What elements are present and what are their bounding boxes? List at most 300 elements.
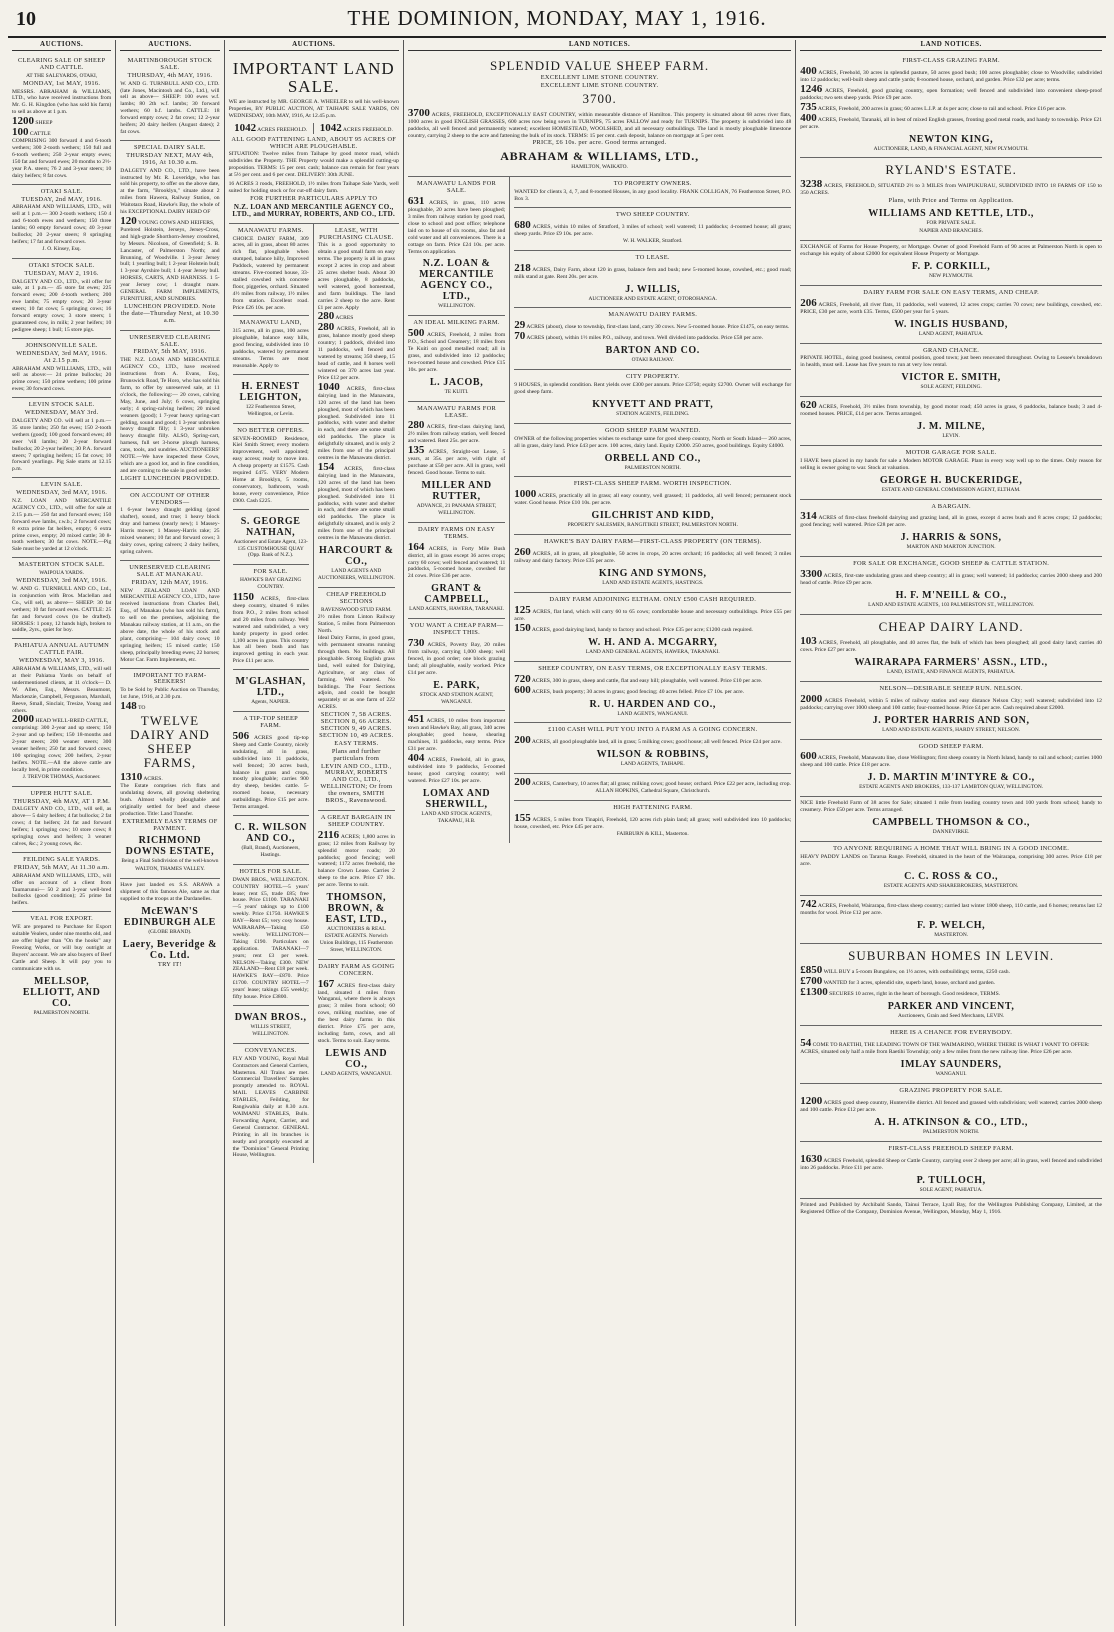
acreage-text: CATTLE	[29, 131, 51, 138]
advertisement	[233, 224, 309, 317]
ad-body	[800, 899, 1102, 917]
acreage-line	[120, 216, 219, 227]
ad-body-text: ACRES, Freehold, all in grass, subdivided into 9 paddocks, 5-roomed house; good carrying country; well watered. Price £27 10s. per acre.	[407, 757, 506, 784]
ad-body-text: ACRES, Freehold, 30 acres in splendid pasture, 50 acres good bush; 100 acres ploughable; close to Woodville; subdivided into 12 paddocks; well-built sheep and cattle yards; 8-roomed house, orchard, and garden. Price £32 per acre; terms.	[800, 69, 1102, 83]
ad-heading: MARTINBOROUGH STOCK SALE.	[127, 56, 213, 71]
ad-heading: CITY PROPERTY.	[625, 373, 680, 381]
ad-body	[800, 400, 1102, 418]
ad-body-text: ACRES, Freehold, 3½ miles from township, by good motor road; 450 acres in grass, 6 paddocks, balance bush; 3 and 4-roomed houses. PRICE, £14 per acre. Terms arranged.	[800, 404, 1102, 418]
ad-body	[514, 320, 791, 331]
advertisement	[233, 1044, 309, 1164]
ad-body-text: WILL BUY a 5-room Bungalow, on 1½ acres, with outbuildings; terms, £250 cash.	[823, 969, 1011, 976]
ad-date: WEDNESDAY, MAY 3, 1916.	[18, 657, 105, 665]
acreage-number: 1246	[800, 82, 823, 95]
advertiser-name: LOMAX AND SHERWILL,	[422, 787, 491, 810]
ad-body	[800, 113, 1102, 131]
advertisement	[800, 1142, 1102, 1200]
ad-body	[514, 331, 791, 342]
ad-body	[514, 813, 791, 831]
acreage-number: 1200	[800, 1094, 823, 1107]
advertiser-name: J. PORTER HARRIS AND SON,	[872, 714, 1030, 726]
advertiser-address: WILLIS STREET, WELLINGTON.	[250, 1024, 291, 1037]
advertiser-address: SOLE AGENT, FEILDING.	[920, 384, 982, 391]
advertisement	[120, 489, 219, 561]
ad-note: LUNCHEON PROVIDED. Note the date—Thursday Next, at 10.30 a.m.	[120, 302, 219, 324]
advertisement	[514, 662, 791, 724]
advertisement	[800, 397, 1102, 446]
ad-body: DALGETY AND CO., LTD., will sell, as above— 5 dairy heifers; 4 fat bullocks; 2 fat cows; 4 fat heifers; 24 fat and forward heifers; 1 springing cow; 10 store cows; 8 springing cows and heifers; 3 weaner calves, &c.; 2 young cows, &c.	[12, 806, 112, 847]
acreage-text: YOUNG COWS AND HEIFERS,	[137, 219, 215, 226]
advertiser-name: GILCHRIST AND KIDD,	[591, 510, 715, 522]
advertiser-name: MILLER AND RUTTER,	[421, 480, 492, 502]
ad-body	[318, 462, 395, 542]
acreage-number: 600	[514, 683, 531, 696]
ad-body-text: WANTED for 3 acres, splendid site, superb land, house, orchard and garden.	[823, 980, 996, 987]
acreage-number: 218	[514, 261, 531, 274]
ad-body: DALGETY AND CO., LTD., will offer for sale, at 1 p.m.— 45 store fat ewes; 225 forward ewes; 200 4-tooth wethers; 200 ewe lambs; 75 empty cows; 20 3-year steers; 10 fat cows; 5 springing cows; 16 forward empty cows; 3 store steers; 1 guaranteed cow, in milk; 2 year heifers; 10 pedigree sheep; 1 bull; 15 store pigs.	[12, 278, 112, 333]
acreage-text: ACRES.	[143, 776, 163, 783]
ad-body-text: ACRES, Straight-out Lease, 5 years, at 35s. per acre, with right of purchase at £50 per acre. All in grass, well fenced. Good house. Terms to suit.	[407, 449, 506, 477]
acreage-number: 1630	[800, 1152, 823, 1165]
ad-body	[800, 694, 1102, 712]
ad-signature: J. TREVOR THOMAS, Auctioneer.	[22, 773, 101, 780]
ad-body-text: ACRES, 5 miles from Tinapiri, Freehold, 120 acres rich plain land; all grass; well subdivided into 10 paddocks; house, cowshed, etc. Price £45 per acre.	[514, 817, 792, 831]
advertiser-name: C. C. ROSS & CO.,	[904, 870, 999, 882]
ad-date: WEDNESDAY, MAY 3rd.	[24, 409, 99, 417]
ad-body-text: ACRES Freehold, within 5 miles of railway station and easy distance Nelson City; well watered; subdivided into 12 paddocks; carrying over 1000 sheep and 100 cattle; four-roomed house. Price £4 per acre. Cash required about £2000.	[800, 697, 1102, 711]
ad-body: 1 6-year heavy draught gelding (good shafter), sound, and true; 1 heavy block dray and harness (nearly new); 1 Massey-Harris mower; 1 Massey-Harris rake; 25 mixed weaners; 10 fat and forward cows; 3 dairy cows, spring calvers; 2 dairy heifers, spring calvers.	[120, 507, 220, 555]
ad-lots: The Estate comprises rich flats and undulating downs, all growing sheltering bush. Almost wholly ploughable and originally settled for beef and cheese production. Title: Land Transfer.	[120, 783, 220, 817]
column-2	[116, 40, 224, 1626]
advertiser-name: L. JACOB,	[429, 376, 484, 388]
ad-body-text: ACRES, Freehold, Wairarapa, first-class sheep country; carried last winter 1800 sheep, 110 cattle, and 6 horses; returns last 12 months for wool. Price £12 per acre.	[800, 902, 1102, 916]
ad-date: WEDNESDAY, 3rd MAY, 1916.	[16, 489, 108, 497]
advertisement	[800, 797, 1102, 842]
advertisement	[12, 639, 111, 786]
advertiser-name: WILSON & ROBBINS,	[596, 749, 709, 761]
ad-lots: Purebred Holstein, Jerseys, Jersey-Cross, and high-grade Shorthorn-Jersey crossbred, by Messrs. Nicolson, of Greenfield; S. B. Lancaster, of Palmerston North; and Brunning, of Woodville. 1 3-year Jersey bull; 1 yearling bull; 1 2-year Holstein bull; 1 3-year Ayrshire bull; 1 4-year Jersey bull. HORSES, CARTS, AND HARNESS. 1 5-year Jersey cow; 1 draught mare. GENERAL FARM IMPLEMENTS, FURNITURE, AND SUNDRIES.	[120, 226, 220, 302]
ad-body	[514, 220, 791, 238]
advertiser-name: VICTOR E. SMITH,	[901, 372, 1001, 384]
advertiser-name: DWAN BROS.,	[234, 1012, 307, 1023]
ad-date: THURSDAY, 4th MAY, 1916.	[127, 71, 213, 79]
ad-heading: SHEEP COUNTRY, ON EASY TERMS, OR EXCEPTIONALLY EASY TERMS.	[538, 664, 768, 672]
column-3	[225, 40, 404, 1626]
ad-date: THURSDAY NEXT, MAY 4th, 1916, At 10.30 a.m.	[126, 151, 214, 166]
advertiser-address: OTAKI RAILWAY.	[631, 357, 674, 364]
ad-body-text: ACRES of first-class freehold dairying and grazing land, all in grass, except 4 acres bush and 8 acres crops; 12 paddocks; good fencing; well watered. Price £28 per acre.	[800, 515, 1102, 529]
ad-body	[514, 674, 791, 685]
ad-body	[800, 1096, 1102, 1114]
ad-body-text: ACRES, 10 miles from important town and Hawke's Bay, all grass, 340 acres ploughable; good house, shearing machines, 11 paddocks, easy terms. Price £31 per acre.	[407, 718, 506, 753]
ad-heading: LEVIN STOCK SALE.	[28, 401, 95, 409]
advertisement	[233, 565, 309, 670]
advertiser-address: LAND AND GENERAL AGENTS, HAWERA, TARANAKI.	[585, 648, 720, 655]
advertiser-name: H. F. M'NEILL & CO.,	[895, 590, 1007, 602]
ad-body	[514, 605, 791, 623]
ad-body-text: ACRES, good dairying land, handy to factory and school. Price £35 per acre; £1200 cash required.	[531, 626, 753, 633]
ad-body-text: ACRES, first-class dairying land, 2½ miles from railway station, well fenced and watered. Rent 25s. per acre.	[407, 424, 506, 445]
ad-body: NICE little Freehold Farm of 38 acres for Sale; situated 1 mile from leading country town and 100 yards from school; handy to creamery. Price £50 per acre. Terms arranged.	[800, 800, 1102, 814]
ad-date: FRIDAY, 12th MAY, 1916.	[131, 578, 209, 586]
ad-signature: FAIRBURN & KILL, Masterton.	[616, 830, 689, 837]
ad-also: 16 ACRES 3 roods, FREEHOLD, 1½ miles from Taihape Sale Yards, well suited for holding stock or for cut-off dairy farm.	[228, 181, 399, 194]
ad-heading: PAHIATUA ANNUAL AUTUMN CATTLE FAIR.	[14, 642, 110, 657]
advertiser-name: ABRAHAM & WILLIAMS, LTD.,	[500, 149, 699, 164]
column-6-ads	[800, 54, 1102, 1220]
ad-heading: FOR SALE OR EXCHANGE, GOOD SHEEP & CATTLE STATION.	[853, 560, 1050, 568]
advertisement	[800, 557, 1102, 615]
ad-body: WANTED for clients 3, 4, 7, and 8-roomed Houses, in any good locality. FRANK COLLIGAN, 76 Featherston Street, P.O. Box 3.	[514, 189, 792, 203]
ad-body: Have just landed ex S.S. ARAWA a shipment of this famous Ale, same as that supplied to the troops at the Dardanelles.	[120, 882, 220, 903]
advertisement	[318, 811, 395, 960]
acreage-text: HEAD WELL-BRED CATTLE,	[35, 718, 109, 725]
ad-heading: HAWKE'S BAY DAIRY FARM—FIRST-CLASS PROPERTY (ON TERMS).	[543, 538, 762, 546]
acreage-number: 1040	[317, 380, 340, 393]
acreage-text: TO	[138, 705, 146, 712]
advertiser-name: LEWIS AND CO.,	[325, 1047, 388, 1070]
ad-body-text: ACRES, all in grass, all ploughable, 50 acres in crops, 20 acres orchard; 16 paddocks; all well fenced; 3 miles railway and dairy factory. Price £35 per acre.	[514, 551, 792, 565]
ad-body-text: ACRES; 1,800 acres in grass; 12 miles from Railway by splendid motor roads; 20 paddocks; good fencing; well watered; 1172 acres freehold, the balance Crown Lease. Carries 2 sheep to the acre. Price £7 10s. per acre. Terms to suit.	[317, 833, 395, 889]
ad-signature: ALLAN HOPKINS, Cathedral Square, Christchurch.	[595, 788, 711, 795]
advertisement	[233, 316, 309, 374]
ad-heading: NELSON—DESIRABLE SHEEP RUN. NELSON.	[879, 684, 1023, 692]
ad-heading: A BARGAIN.	[931, 502, 971, 510]
ad-body: DWAN BROS., WELLINGTON. COUNTRY HOTEL—5 years' lease; rent £5, trade £85; free house. Price £1100. TARANAKI—5 years' takings up to £100 weekly. Price £1750. HAWKE'S BAY—Rent £5; very cosy house. WAIRARAPA—Taking £50 weekly. WELLINGTON—Taking £190. Particulars on application. TARANAKI—7 years; rent £3 per week. NELSON—Taking £300. NEW ZEALAND—Rent £18 per week. HAWKE'S BAY—£870. Price £1700. COUNTRY HOTEL—7 years' lease; takings £55 weekly; fifty house. Price £3800.	[232, 876, 309, 1001]
ad-date: WEDNESDAY, 3rd MAY, 1916.	[16, 577, 108, 585]
acreage-number: 730	[407, 636, 425, 649]
ad-body	[800, 102, 1102, 113]
ad-body: N.Z. LOAN AND MERCANTILE AGENCY CO., LTD., will offer for sale at 2.15 p.m.— 250 fat and forward ewes; 150 forward ewe lambs, r.w.b.; 2 forward cows; 8 extra prime fat heifers, empty; 6 extra prime cows, empty; 20 mixed cattle; 30 8-tooth wethers; 30 fat cows. NOTE.—Pig Sale must be yarded at 12 o'clock.	[12, 498, 112, 553]
advertisement	[233, 510, 309, 566]
advertiser-name: W. H. AND A. MCGARRY,	[588, 636, 718, 648]
advertiser-address: LAND AND ESTATE AGENTS, HARDY STREET, NELSON.	[882, 726, 1021, 733]
ad-body: Ideal Dairy Farms, in good grass, with permanent streams running through them. No buildings. All ploughable. Strong English grass land, well suited for Dairying, Agriculture, or any class of farming. Well watered. No buildings. The Four Sections adjoin, and could be bought separately or as one farm of 222 ACRES.	[317, 635, 395, 711]
ad-lots: COMPRISING 300 forward 4 and 6-tooth wethers; 300 2-tooth wethers; 150 full and 6-tooth wethers; 250 2-year empty ewes; 150 fat and forward ewes; 20 months to 2½-year P.A. steers; 76 2 and 3-year steers; 10 dairy heifers; 8 fat cows.	[12, 138, 112, 179]
acreage-number: 631	[407, 195, 425, 208]
ad-date: WEDNESDAY, 3rd MAY, 1916. At 2.15 p.m.	[16, 349, 108, 364]
advertiser-name: N.Z. LOAN & MERCANTILE AGENCY CO., LTD.,	[419, 258, 495, 303]
acreage-number: 3300	[800, 568, 823, 581]
advertiser-address: ESTATE AGENTS AND BROKERS, 133-137 LAMBTON QUAY, WELLINGTON.	[859, 784, 1044, 791]
ad-heading: MANAWATU FARMS.	[237, 226, 304, 234]
ad-body-text: ACRES, Freehold, all ploughable, and 40 acres flat, the bulk of which has been ploughed; all good dairy land; carries 40 cows. Price £27 per acre.	[800, 640, 1102, 653]
ad-heading: IMPORTANT TO FARM-SEEKERS!	[133, 671, 207, 686]
ad-body-text: ACRES, Canterbury, 10 acres flat; all grass; milking cows; good house; orchard. Price £22 per acre, including crop.	[531, 781, 791, 788]
advertiser-name: J. WILLIS,	[625, 283, 681, 295]
advertisement	[514, 801, 791, 843]
acreage-number: 70	[514, 330, 526, 343]
acreage-number: 1042	[234, 121, 257, 134]
acreage-number: 2000	[12, 713, 34, 726]
ad-heading: ON ACCOUNT OF OTHER VENDORS—	[130, 491, 210, 506]
ad-subheading: WAIPOUA YARDS.	[39, 570, 84, 577]
acreage-number: 100	[12, 126, 29, 139]
advertiser-address: STATION AGENTS, FEILDING.	[616, 410, 690, 417]
ad-heading: OTAKI STOCK SALE.	[28, 261, 95, 269]
acreage-number: 135	[407, 444, 425, 457]
advertisement	[12, 339, 111, 398]
ad-body-text: ACRES, within 10 miles of Stratford, 3 miles of school; well watered; 11 paddocks; 4-roomed house; all grass; sheep yards. Price £9 10s. per acre.	[514, 223, 792, 237]
acreage-number: 400	[800, 111, 817, 124]
advertiser-name: W. INGLIS HUSBAND,	[894, 318, 1009, 330]
ad-apply: FOR FURTHER PARTICULARS APPLY TO	[250, 194, 378, 202]
ad-body-text: ACRES (about), close to township, first-class land, carry 30 cows. New 5-roomed house. Price £1475, on easy terms.	[526, 324, 790, 331]
ad-body	[514, 735, 791, 746]
ad-body-text: ACRES, first-rate undulating grass and sheep country; all in grass; well watered; 14 paddocks; carries 2000 sheep and 200 head of cattle. Price £9 per acre.	[800, 573, 1102, 587]
acreage-number: 742	[800, 897, 817, 910]
acreage-number: 600	[800, 750, 817, 763]
ad-heading: GRAZING PROPERTY FOR SALE.	[899, 1087, 1003, 1095]
advertiser-name: KNYVETT AND PRATT,	[592, 398, 714, 410]
advertisement	[12, 478, 111, 558]
acreage-number: 451	[407, 713, 425, 726]
ad-body: DALGETY AND CO. will sell at 1 p.m.— 35 store lambs; 250 fat ewes; 150 2-tooth wethers (good); 100 good forward ewes; 40 steer 'vill lambs; 20 2-year forward bullocks; 20 2-year heifers; 30 P.A. forward steers; 7 springing heifers; 15 fat cows; 10 forward yearlings. Pig Sale starts at 12.15 p.m.	[12, 417, 112, 473]
acreage-number: 155	[514, 812, 531, 825]
ad-body: MESSRS. ABRAHAM & WILLIAMS, LTD., who have received instructions from Mr. G. H. Kingdon (who has sold his farm) to sell as above at 1 p.m.	[12, 88, 112, 116]
advertiser-address: LEVIN.	[942, 433, 960, 440]
ad-heading: VEAL FOR EXPORT.	[30, 915, 94, 923]
acreage-number: 150	[514, 621, 531, 634]
acreage-number: 120	[120, 214, 137, 227]
ad-date: FRIDAY, 5th MAY, 1916.	[133, 348, 207, 356]
ad-note: LIGHT LUNCHEON PROVIDED.	[120, 474, 220, 482]
ad-body-text: ACRES, Poverty Bay, 20 miles from railway, carrying 1,000 sheep; well fenced, in good order; one block grazing land; all ploughable, easily worked. Price £14 per acre.	[407, 641, 506, 676]
acreage-number: 500	[407, 327, 425, 340]
advertiser-address: DANNEVIRKE.	[932, 829, 970, 836]
section-heading: AUCTIONS.	[120, 40, 219, 51]
advertiser-address: PROPERTY SALESMEN, RANGITIKEI STREET, PALMERSTON NORTH.	[567, 522, 738, 529]
advertiser-name: Laery, Beveridge & Co. Ltd.	[122, 938, 218, 961]
ad-heading: MOTOR GARAGE FOR SALE.	[905, 448, 997, 456]
advertisement	[12, 54, 111, 185]
ad-body	[514, 263, 791, 281]
advertisement	[514, 370, 791, 424]
ad-heading: UNRESERVED CLEARING SALE AT MANAKAU.	[129, 563, 211, 578]
ad-lots: comprising: 300 2-year and up steers; 150 2-year and up heifers; 150 18-months and 2-year steers; 200 weaner steers; 300 weaner heifers; 250 fat and forward cows; 100 springing cows; 200 heifers, 2-year heifers. NOTE.—All the above cattle are locally bred, in prime condition.	[12, 725, 112, 773]
acreage-line	[12, 127, 111, 138]
section-heading: LAND NOTICES.	[408, 40, 791, 51]
ad-heading: MANAWATU LANDS FOR SALE.	[417, 180, 497, 195]
ad-body-text: ACRES Freehold, splendid Sheep or Cattle Country, carrying over 2 sheep per acre; all in grass, well fenced and subdivided into 26 paddocks. Price £11 per acre.	[800, 1157, 1102, 1171]
ad-heading: OTAKI SALE.	[40, 187, 83, 195]
advertiser-address: MASTERTON.	[934, 931, 969, 938]
advertisement	[800, 682, 1102, 740]
ad-heading: TO PROPERTY OWNERS.	[613, 180, 692, 188]
advertisement	[408, 316, 505, 401]
acreage-number: 620	[800, 399, 817, 412]
ad-body: ABRAHAM AND WILLIAMS, LTD., will offer on account of a client from Taumarunui— 50 2 and 3-year well-bred bullocks (good condition); 25 prime fat heifers.	[12, 872, 112, 907]
ad-heading: DAIRY FARMS ON EASY TERMS.	[417, 525, 496, 540]
ad-body-text: ACRES, all good ploughable land, all in grass; 5 milking cows; good house; all well fenced. Price £24 per acre.	[531, 739, 782, 746]
acreage-number: £1300	[800, 986, 828, 999]
acreage-number: 200	[514, 734, 531, 747]
acreage-number: 103	[800, 635, 817, 647]
acreage-line	[120, 772, 219, 783]
ad-body-text: ACRES, flat land, which will carry 60 to 65 cows; comfortable house and necessary outbuildings. Price £55 per acre.	[514, 608, 792, 622]
ad-body: W. AND G. TURNBULL AND CO., LTD. (late Jones, Macintosh and Co., Ltd.), will sell as above— SHEEP: 100 ewes w.f. lambs; 80 2th w.f. lambs; 30 forward wethers; 60 b.f. lambs. CATTLE: 18 forward empty cows; 2 fat cows; 12 2-year heifers; 20 dairy heifers (August dates); 2 fat cows.	[120, 80, 220, 135]
ad-heading: NO BETTER OFFERS.	[237, 426, 304, 434]
acreage-line	[12, 714, 111, 725]
advertiser-address: LAND AGENTS, HAWERA, TARANAKI.	[409, 606, 504, 613]
advertisement	[514, 535, 791, 593]
column-1	[8, 40, 116, 1626]
acreage-text: ACRES	[335, 315, 354, 322]
ad-body-text: ACRES, first-class dairying land in the Manawatu, 120 acres of the land has been ploughed, most of which has been ploughed. Subdivided into 11 paddocks, with water and shelter in each, and there are some small old paddocks. The place is delightfully situated, and is only 2 miles from one of the principal centres in the Manawatu district.	[317, 385, 395, 461]
advertisement	[800, 241, 1102, 286]
ad-heading: LEVIN SALE.	[40, 481, 83, 489]
ad-heading: YOU WANT A CHEAP FARM—INSPECT THIS.	[409, 622, 504, 637]
important-land-sale-ad	[229, 54, 399, 224]
ad-body-text: ACRES, Freehold, 2 miles from P.O., School and Creamery; 18 miles from Te Kuiti on good metalled road; all in grass, and subdivided into 12 paddocks; two-roomed house and cowshed. Price £15 10s. per acre.	[407, 332, 506, 373]
ad-heading: HIGH FATTENING FARM.	[613, 804, 693, 812]
ad-signature: J. O. Kinsey, Esq.	[42, 245, 81, 252]
advertiser-address: Being a Final Subdivision of the well-known	[121, 858, 219, 865]
ad-body: FLY AND YOUNG, Royal Mail Contractors and General Carriers, Masterton. All Trains are met. Commercial Travellers' Samples promptly attended to. ROYAL MAIL LEAVES CARBINE STABLES, Feilding, for Rangiwahia daily at 8.30 a.m. WAIMANU STABLES, Bulls. Forwarding Agent, Carrier, and General Contractor. GENERAL Printing in all its branches is neatly and promptly executed at the "Dominion" General Printing House, Wellington.	[232, 1055, 309, 1159]
advertiser-name: CAMPBELL THOMSON & CO.,	[872, 817, 1031, 829]
ad-closing: TRY IT!	[157, 960, 182, 968]
acreage-number: £850	[800, 964, 823, 977]
acreage-number: 404	[407, 752, 425, 765]
ad-heading: UNRESERVED CLEARING SALE.	[129, 333, 211, 348]
ad-date: MONDAY, 1st MAY, 1916.	[23, 79, 101, 87]
column-2-ads	[120, 54, 219, 974]
advertiser-address: LAND AND STOCK AGENTS, TAKAPAU, H.B.	[421, 810, 492, 824]
printer-imprint: Printed and Published by Archibald Sando, Tainui Terrace, Lyall Bay, for the Wellington Publishing Company, Limited, at the Registered Office of the Company, Dominion Avenue, Wellington, Monday, May 1, 1916.	[800, 1202, 1102, 1216]
ad-heading: FEILDING SALE YARDS.	[23, 855, 101, 863]
advertisement	[120, 141, 219, 331]
advertiser-address: LAND AGENTS, TAIHAPE.	[620, 761, 685, 768]
advertiser-address: FOR PRIVATE SALE.	[926, 220, 976, 227]
advertisement	[800, 896, 1102, 945]
sheep-farm-feature-ad: SPLENDID VALUE SHEEP FARM. EXCELLENT LIME STONE COUNTRY. EXCELLENT LIME STONE COUNTRY. 3700. 3700 ACRES, FREEHOLD, EXCEPTIONALLY EAST COUNTRY, within measurable distance of Hamilton. This property is situated about 68 acres river flats, 1000 acres in good ENGLISH GRASSES, 600 acres now being sown in TURNIPS, 75 acres FALLOW and ready for TURNIPS. The property is subdivided into 48 paddocks, all well fenced and permanently watered; excellent HOMESTEAD, WOOLSHED, and all necessary outbuildings. The land is mostly ploughable limestone country, carrying 2 sheep to the acre and fattening the bulk of its stock. TERMS: 15 per cent. cash deposit, balance on mortgage at 5 per cent. PRICE, £6 10s. per acre. Good terms arranged. ABRAHAM & WILLIAMS, LTD., HAMILTON, WAIKATO.	[408, 54, 791, 177]
column-4	[408, 177, 510, 843]
advertiser-address: WALTON, THAMES VALLEY.	[135, 866, 205, 873]
advertisement	[120, 669, 219, 880]
advertiser-address: AUCTIONEERS & REAL ESTATE AGENTS. Norwich Union Buildings, 115 Featherston Street, WELLINGTON.	[319, 926, 393, 953]
advertiser-name: HARCOURT & CO.,	[318, 544, 394, 567]
acreage-number: £700	[800, 975, 823, 988]
ad-heading: MANAWATU FARMS FOR LEASE.	[417, 404, 497, 419]
ad-body: SEVEN-ROOMED Residence, Kiel Smith Street; every modern improvement, well appointed; easy access; ready to move into. A cheap property at £1575. Cash required £475. VERY Modern Home at Brooklyn, 5 rooms, conservatory, bathroom, wash house, every convenience, Price £900. Cash £225.	[232, 435, 309, 504]
ad-body: This is a good opportunity to obtain a good small farm on easy terms. The property is all in grass except 2 acres in crop and about 25 acres shelter bush. About 30 acres ploughable, 8 paddocks, well watered, good homestead, and farm buildings. The land carries 2 sheep to the acre. Rent £1 per acre. Apply	[317, 242, 395, 311]
ad-body-text: ACRES, bush property; 30 acres in grass; good fencing; 40 acres felled. Price £7 10s. per acre.	[531, 688, 745, 695]
ad-body-text: ACRES (about), within 1½ miles P.O., railway, and town. Well divided into paddocks. Price £58 per acre.	[526, 335, 763, 342]
ad-body	[408, 196, 505, 255]
acreage-number: 1200	[12, 115, 34, 128]
advertisement	[800, 615, 1102, 682]
advertiser-name: GRANT & CAMPBELL,	[424, 583, 489, 606]
ad-body	[800, 298, 1102, 316]
advertisement	[120, 879, 219, 974]
ad-body	[800, 84, 1102, 102]
ad-sections: SECTION 7, 58 ACRES. SECTION 8, 66 ACRES. SECTION 9, 49 ACRES. SECTION 10, 49 ACRES.	[319, 711, 394, 739]
ad-heading: FIRST-CLASS GRAZING FARM.	[902, 56, 1000, 64]
ad-body	[318, 979, 395, 1045]
acreage-number: 54	[800, 1037, 812, 1050]
ad-body	[800, 179, 1102, 197]
ad-heading: DAIRY FARM ADJOINING ELTHAM. ONLY £500 CASH REQUIRED.	[549, 595, 757, 603]
ad-heading: JOHNSONVILLE SALE.	[25, 341, 98, 349]
acreage-number: 200	[514, 776, 531, 789]
advertiser-name: J. HARRIS & SONS,	[900, 532, 1002, 544]
ad-body	[800, 976, 1102, 987]
ad-title: RYLAND'S ESTATE.	[885, 162, 1017, 178]
ad-heading: A TIP-TOP SHEEP FARM.	[243, 715, 299, 729]
advertiser-name: MELLSOP, ELLIOTT, AND CO.	[22, 975, 101, 1009]
ad-body	[800, 569, 1102, 587]
ad-body	[514, 777, 791, 788]
page-number: 10	[16, 8, 36, 30]
acreage-number: 1150	[232, 591, 254, 604]
advertiser-address: MARTON AND MARTON JUNCTION.	[906, 544, 996, 551]
advertiser-name: P. TULLOCH,	[916, 1174, 986, 1186]
advertisement	[800, 1084, 1102, 1142]
ad-body-text: ACRES, practically all in grass; all easy country, well grassed; 11 paddocks, all well fenced; permanent stock water. Good house. Price £10 10s. per acre.	[514, 493, 792, 507]
advertiser-address: AUCTIONEER AND ESTATE AGENT, OTOROHANGA.	[588, 295, 717, 302]
ad-body	[800, 636, 1102, 654]
land-notices-split	[408, 177, 791, 843]
advertiser-address: (Ball, Brand), Auctioneers, Hastings.	[241, 844, 300, 858]
ad-body	[800, 66, 1102, 84]
acreage-number: 206	[800, 296, 817, 309]
advertiser-address: LAND AND ESTATE AGENTS, 103 PALMERSTON ST., WELLINGTON.	[868, 602, 1035, 609]
ad-subheading: HAWKE'S BAY GRAZING COUNTRY.	[240, 577, 302, 591]
ad-heading: MANAWATU LAND,	[239, 319, 302, 327]
ad-body-text: ACRES, Dairy Farm, about 120 in grass, balance fern and bush; new 5-roomed house, cowshed, etc.; good road; milk stand at gate. Rent 20s. per acre.	[514, 266, 792, 280]
advertisement	[12, 259, 111, 339]
acreage-number: 2116	[317, 828, 340, 841]
advertisement	[120, 331, 219, 489]
acreage-number: 3700	[407, 106, 430, 119]
ad-body-text: ACRES, Freehold, all river flats, 11 paddocks, well watered, 12 acres crops; carries 70 cows; new buildings, cowshed, etc. PRICE, £30 per acre, worth £35. Terms, £500 per year for 5 years.	[800, 301, 1102, 315]
advertiser-address: Agents, NAPIER.	[251, 699, 291, 706]
ad-body: 9 HOUSES, in splendid condition. Rent yields over £300 per annum. Price £3750; equity £2700. Owner will exchange for good sheep farm.	[514, 382, 792, 396]
advertisement	[514, 424, 791, 478]
acreage-number: 125	[514, 603, 531, 616]
ad-body: CHOICE DAIRY FARM, 309 acres, all in grass, about 80 acres rich flat, ploughable when stumped, balance hilly, Improved Paddock, watered by permanent streams. Five-roomed house, 33-stalled cowshed with concrete floor, piggeries, orchard. Situated 4½ miles from railway, 1½ miles from station. Excellent road. Price £26 10s. per acre.	[232, 235, 309, 311]
acreage-text: SHEEP	[35, 120, 53, 127]
advertisement	[12, 853, 111, 912]
section-heading: AUCTIONS.	[229, 40, 399, 51]
advertisement	[800, 1026, 1102, 1084]
advertisement	[233, 1006, 309, 1044]
advertiser-name: J. D. MARTIN M'INTYRE & CO.,	[867, 772, 1035, 784]
acreage-number: 506	[232, 729, 250, 742]
advertiser-name: IMLAY SAUNDERS,	[900, 1059, 1002, 1071]
ad-body: WE are prepared to Purchase for Export suitable Vealers, under nine months old, and are offer higher than "On the hooks" any Freezing Works, or will buy outright at Buyers' account. We are also buyers of Beef Cattle and Sheep. It will pay you to communicate with us.	[12, 924, 112, 972]
advertisement	[318, 224, 395, 588]
ad-title: SUBURBAN HOMES IN LEVIN.	[848, 948, 1055, 964]
ad-body: EXCHANGE of Farms for House Property, or Mortgage. Owner of good Freehold Farm of 90 acres at Palmerston North is open to exchange his equity of about £2000 for equivalent House Property or Mortgage.	[800, 244, 1102, 257]
ad-body-text: SECURES 10 acres, right in the heart of borough. Good residence, TERMS.	[829, 991, 1001, 998]
advertisement	[800, 842, 1102, 896]
acreage-number: 148	[120, 700, 137, 713]
ad-body-text: ACRES, Freehold, Taranaki, all in best of mixed English grasses, fronting good metal roads, and handy to township. Price £21 per acre.	[800, 116, 1102, 130]
advertiser-name: NEWTON KING,	[908, 133, 994, 145]
acreage-number: 400	[800, 64, 817, 77]
ad-body	[514, 623, 791, 634]
advertiser-address: (GLOBE BRAND).	[148, 929, 192, 935]
advertiser-address: LAND AGENT, PAHIATUA.	[918, 330, 984, 337]
ad-body	[800, 965, 1102, 976]
advertisement	[800, 1199, 1102, 1220]
ad-body: ACRES, situated only half a mile from Raetihi Township; only a few miles from the new railway line. Price £26 per acre.	[800, 1049, 1073, 1056]
ad-heading: AN IDEAL MILKING FARM.	[413, 319, 500, 327]
ad-body	[408, 420, 505, 445]
ad-body	[408, 328, 505, 374]
masthead	[8, 6, 1106, 38]
